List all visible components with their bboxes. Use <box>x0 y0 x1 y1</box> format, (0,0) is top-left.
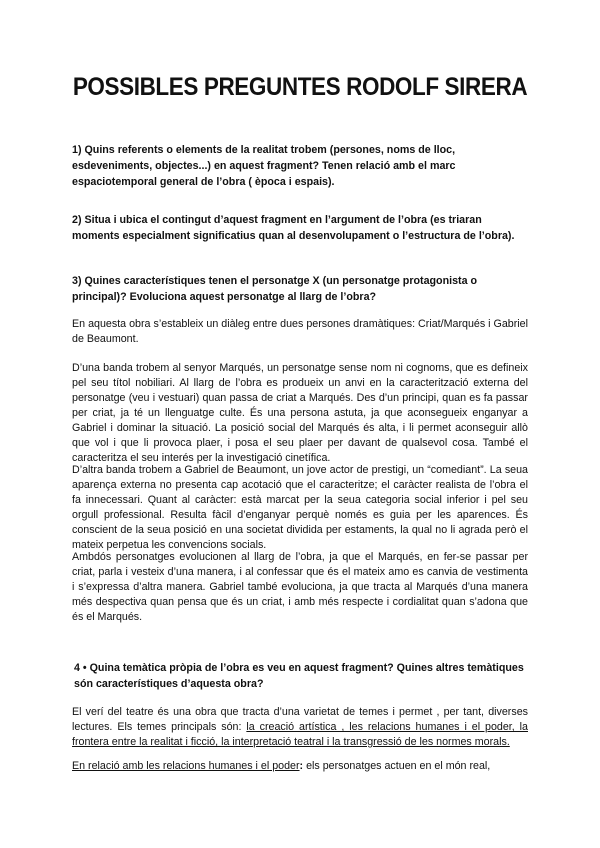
relations-text: els personatges actuen en el món real, <box>303 760 491 772</box>
paragraph-evolution: Ambdós personatges evolucionen al llarg de l’obra, ja que el Marqués, en fer-se passar per criat, parla i vesteix d’una manera, i al confessar que és el mateix amo es canvia de vestimenta i s’expressa d’altra manera. Gabriel també evoluciona, ja que tracta al Marqués d’una manera més despectiva quan pensa que és un criat, i amb més respecte i cordialitat quan s’adona que és el Marqués. <box>72 551 528 623</box>
paragraph-relations <box>72 759 528 774</box>
relations-colon: : <box>299 760 304 772</box>
themes-intro: El verí del teatre és una obra que tracta d’una varietat de temes i permet , per tant, diverses lectures. Els temes principals són: <box>72 706 528 733</box>
question-4: 4 • Quina temàtica pròpia de l’obra es veu en aquest fragment? Quines altres temàtiques són característiques d’aquesta obra? <box>74 662 524 690</box>
question-3: 3) Quines característiques tenen el personatge X (un personatge protagonista o principal)? Evoluciona aquest personatge al llarg de l’obra? <box>72 275 478 303</box>
paragraph-intro: En aquesta obra s’estableix un diàleg entre dues persones dramàtiques: Criat/Marqués i Gabriel de Beaumont. <box>72 318 528 345</box>
paragraph-gabriel: D’altra banda trobem a Gabriel de Beaumont, un jove actor de prestigi, un “comediant”. La seua aparença externa no presenta cap acotació que el caracteritze; el caràcter realista de l’obra el fa innecessari. Quant al caràcter: està marcat per la seua categoria social inferior i pel seu orgull professional. Resulta fàcil d’enganyar perquè només es guia per les aparences. És conscient de la seua posició en una societat dividida per estaments, la qual no li agrada però el mateix perpetua les convencions socials. <box>72 464 528 551</box>
document-title: POSSIBLES PREGUNTES RODOLF SIRERA <box>72 72 528 101</box>
question-2: 2) Situa i ubica el contingut d’aquest fragment en l’argument de l’obra (es triaran moments especialment significatius quan al desenvolupament o l’estructura de l’obra). <box>72 214 515 242</box>
themes-list: la creació artística , les relacions humanes i el poder, la frontera entre la realitat i ficció, la interpretació teatral i la transgressió de les normes morals. <box>72 721 528 748</box>
paragraph-marques: D’una banda trobem al senyor Marqués, un personatge sense nom ni cognoms, que es defineix pel seu títol nobiliari. Al llarg de l’obra es produeix un anvi en la caracterització externa del personatge (veu i vestuari) quan passa de criat a Marqués. Des d’un principi, quan es fa passar per criat, ja té un llenguatge culte. És una persona astuta, ja que aconsegueix enganyar a Gabriel i dominar la situació. La posició social del Marqués és alta, i li permet aconseguir allò que vol i que li provoca plaer, i posa el seu plaer per davant de qualsevol cosa. També el caracteritza el seu interés per la investigació cinetífica. <box>72 362 528 464</box>
paragraph-themes <box>72 705 528 750</box>
question-1: 1) Quins referents o elements de la realitat trobem (persones, noms de lloc, esdeveniments, objectes...) en aquest fragment? Tenen relació amb el marc espaciotemporal general de l’obra ( època i espais). <box>72 144 456 188</box>
relations-heading: En relació amb les relacions humanes i el poder <box>72 760 300 772</box>
